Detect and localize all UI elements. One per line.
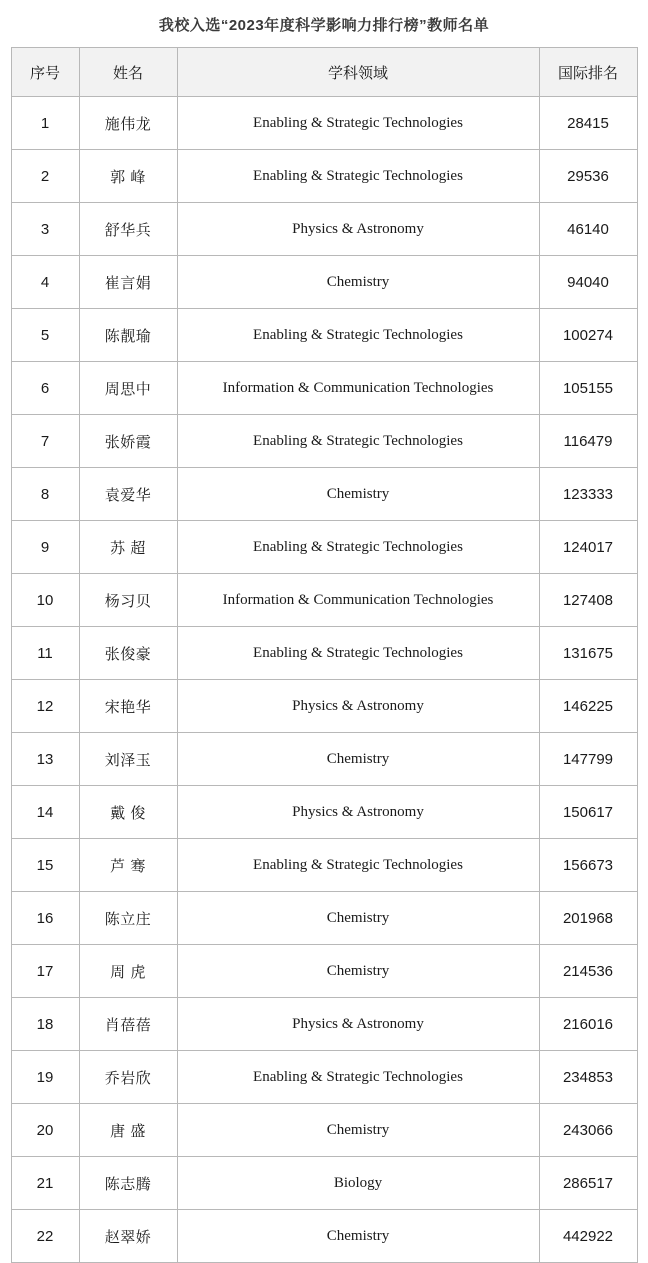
cell-index: 11: [11, 627, 79, 680]
cell-name: 郭 峰: [79, 150, 177, 203]
cell-name: 赵翠娇: [79, 1210, 177, 1263]
table-row: [11, 892, 637, 945]
table-row: [11, 1104, 637, 1157]
cell-index: 13: [11, 733, 79, 786]
column-header-field: 学科领域: [177, 48, 539, 97]
cell-index: 19: [11, 1051, 79, 1104]
cell-name: 张娇霞: [79, 415, 177, 468]
table-row: [11, 1210, 637, 1263]
cell-index: 16: [11, 892, 79, 945]
cell-field: Enabling & Strategic Technologies: [177, 309, 539, 362]
cell-field: Chemistry: [177, 468, 539, 521]
cell-name: 肖蓓蓓: [79, 998, 177, 1051]
cell-field: Chemistry: [177, 1210, 539, 1263]
cell-index: 9: [11, 521, 79, 574]
table-row: [11, 786, 637, 839]
cell-field: Physics & Astronomy: [177, 998, 539, 1051]
cell-name: 袁爱华: [79, 468, 177, 521]
cell-rank: 216016: [539, 998, 637, 1051]
cell-rank: 131675: [539, 627, 637, 680]
cell-field: Chemistry: [177, 733, 539, 786]
cell-index: 2: [11, 150, 79, 203]
cell-rank: 214536: [539, 945, 637, 998]
cell-field: Enabling & Strategic Technologies: [177, 839, 539, 892]
table-row: [11, 839, 637, 892]
cell-rank: 124017: [539, 521, 637, 574]
cell-index: 12: [11, 680, 79, 733]
cell-index: 5: [11, 309, 79, 362]
cell-rank: 46140: [539, 203, 637, 256]
column-header-name: 姓名: [79, 48, 177, 97]
cell-field: Enabling & Strategic Technologies: [177, 521, 539, 574]
column-header-index: 序号: [11, 48, 79, 97]
cell-field: Chemistry: [177, 1104, 539, 1157]
cell-index: 7: [11, 415, 79, 468]
cell-name: 陈靓瑜: [79, 309, 177, 362]
table-row: [11, 256, 637, 309]
cell-name: 施伟龙: [79, 97, 177, 150]
cell-field: Biology: [177, 1157, 539, 1210]
cell-rank: 234853: [539, 1051, 637, 1104]
cell-index: 10: [11, 574, 79, 627]
cell-name: 苏 超: [79, 521, 177, 574]
cell-name: 杨习贝: [79, 574, 177, 627]
cell-name: 戴 俊: [79, 786, 177, 839]
cell-name: 刘泽玉: [79, 733, 177, 786]
table-row: [11, 733, 637, 786]
table-row: [11, 945, 637, 998]
cell-name: 张俊豪: [79, 627, 177, 680]
cell-rank: 146225: [539, 680, 637, 733]
table-row: [11, 468, 637, 521]
cell-field: Enabling & Strategic Technologies: [177, 150, 539, 203]
table-row: [11, 1051, 637, 1104]
cell-rank: 150617: [539, 786, 637, 839]
cell-rank: 442922: [539, 1210, 637, 1263]
cell-name: 崔言娟: [79, 256, 177, 309]
cell-name: 周思中: [79, 362, 177, 415]
cell-index: 20: [11, 1104, 79, 1157]
cell-rank: 201968: [539, 892, 637, 945]
table-row: [11, 574, 637, 627]
cell-rank: 286517: [539, 1157, 637, 1210]
cell-name: 乔岩欣: [79, 1051, 177, 1104]
table-body: [11, 97, 637, 1263]
cell-rank: 127408: [539, 574, 637, 627]
cell-field: Physics & Astronomy: [177, 786, 539, 839]
cell-index: 8: [11, 468, 79, 521]
cell-rank: 100274: [539, 309, 637, 362]
table-row: [11, 1157, 637, 1210]
cell-field: Chemistry: [177, 945, 539, 998]
cell-field: Enabling & Strategic Technologies: [177, 1051, 539, 1104]
cell-index: 4: [11, 256, 79, 309]
cell-name: 舒华兵: [79, 203, 177, 256]
table-row: [11, 97, 637, 150]
cell-rank: 29536: [539, 150, 637, 203]
cell-field: Enabling & Strategic Technologies: [177, 97, 539, 150]
table-row: [11, 998, 637, 1051]
cell-field: Information & Communication Technologies: [177, 362, 539, 415]
cell-field: Chemistry: [177, 892, 539, 945]
cell-field: Chemistry: [177, 256, 539, 309]
cell-index: 22: [11, 1210, 79, 1263]
cell-rank: 156673: [539, 839, 637, 892]
table-row: [11, 680, 637, 733]
cell-index: 21: [11, 1157, 79, 1210]
teacher-roster-table: [11, 47, 638, 1263]
table-row: [11, 362, 637, 415]
cell-rank: 243066: [539, 1104, 637, 1157]
table-row: [11, 309, 637, 362]
table-header: [11, 48, 637, 97]
column-header-rank: 国际排名: [539, 48, 637, 97]
cell-name: 唐 盛: [79, 1104, 177, 1157]
cell-rank: 116479: [539, 415, 637, 468]
cell-field: Physics & Astronomy: [177, 680, 539, 733]
cell-index: 6: [11, 362, 79, 415]
cell-index: 14: [11, 786, 79, 839]
table-row: [11, 521, 637, 574]
cell-index: 17: [11, 945, 79, 998]
cell-rank: 123333: [539, 468, 637, 521]
cell-index: 15: [11, 839, 79, 892]
cell-name: 陈立庄: [79, 892, 177, 945]
cell-rank: 147799: [539, 733, 637, 786]
cell-field: Information & Communication Technologies: [177, 574, 539, 627]
cell-name: 芦 骞: [79, 839, 177, 892]
cell-index: 18: [11, 998, 79, 1051]
cell-index: 1: [11, 97, 79, 150]
table-row: [11, 203, 637, 256]
cell-name: 周 虎: [79, 945, 177, 998]
cell-rank: 94040: [539, 256, 637, 309]
table-row: [11, 627, 637, 680]
cell-field: Physics & Astronomy: [177, 203, 539, 256]
cell-name: 陈志腾: [79, 1157, 177, 1210]
page-title: 我校入选“2023年度科学影响力排行榜”教师名单: [158, 17, 490, 34]
cell-rank: 105155: [539, 362, 637, 415]
table-header-row: [11, 48, 637, 97]
cell-field: Enabling & Strategic Technologies: [177, 627, 539, 680]
cell-name: 宋艳华: [79, 680, 177, 733]
cell-field: Enabling & Strategic Technologies: [177, 415, 539, 468]
cell-rank: 28415: [539, 97, 637, 150]
table-row: [11, 150, 637, 203]
table-row: [11, 415, 637, 468]
cell-index: 3: [11, 203, 79, 256]
